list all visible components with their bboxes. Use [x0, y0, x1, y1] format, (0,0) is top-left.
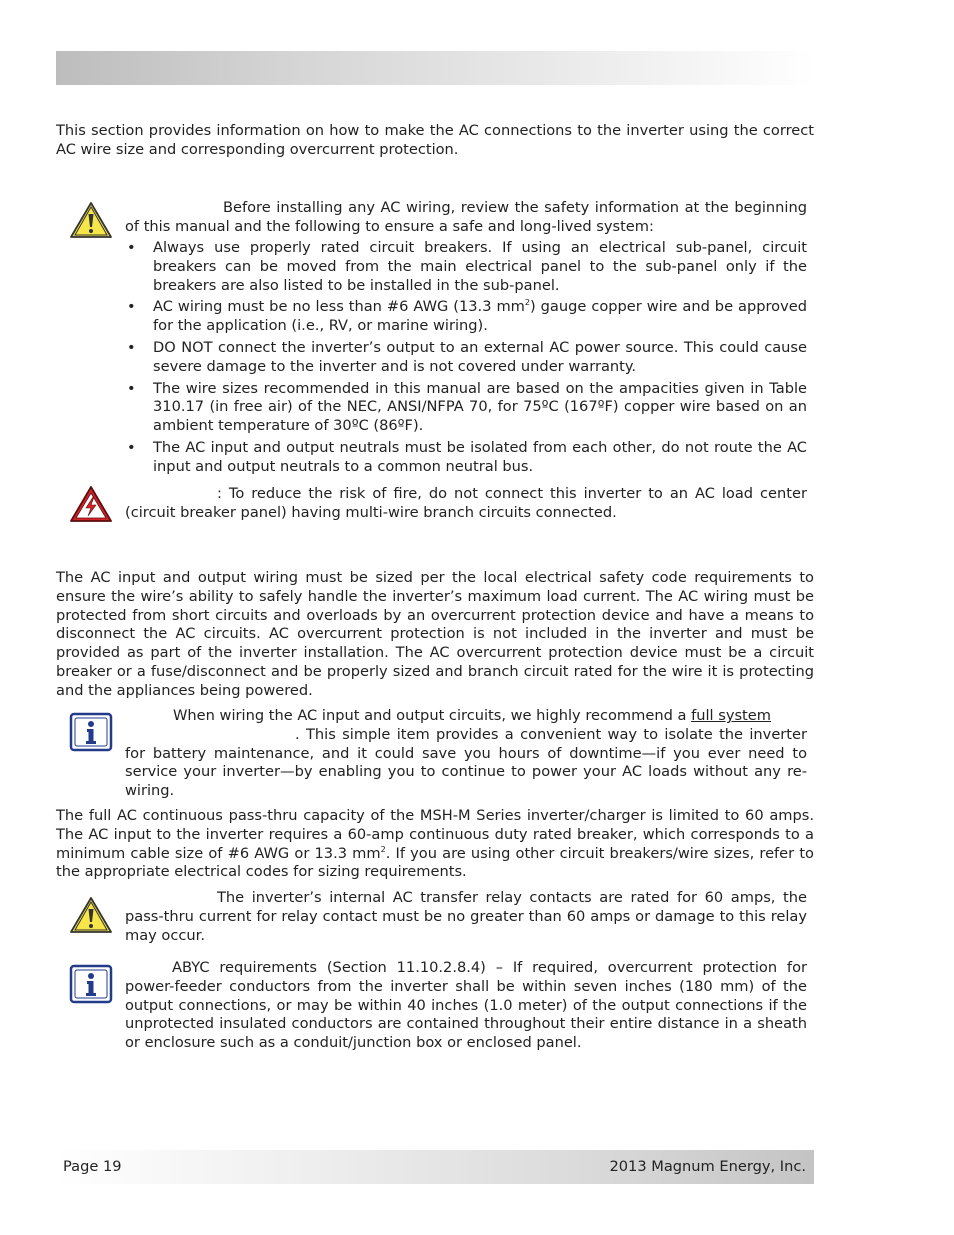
list-item: • DO NOT connect the inverter’s output to an external AC power source. This could cause severe damage to the inverter and is not covered under warranty. [125, 339, 807, 377]
info1-text: When wiring the AC input and output circuits, we highly recommend a full system . This simple item provides a convenient way to isolate the inverter for battery maintenance, and it could save you hours of downtime—if you ever need to service your inverter—by enabling you to continue to power your AC loads without any re-wiring. [125, 707, 807, 800]
list-item: • Always use properly rated circuit breakers. If using an electrical sub-panel, circuit breakers can be moved from the main electrical panel to the sub-panel only if the breakers are also listed to be installed in the sub-panel. [125, 239, 807, 295]
info2-text: ABYC requirements (Section 11.10.2.8.4) – If required, overcurrent protection for power-feeder conductors from the inverter shall be within seven inches (180 mm) of the output connections, or may be within 40 inches (1.0 meter) of the output connections if the unprotected insulated conductors are contained throughout their entire distance in a sheath or enclosure such as a conduit/junction box or enclosed panel. [125, 959, 807, 1052]
caution2-text: The inverter’s internal AC transfer relay contacts are rated for 60 amps, the pass-thru current for relay contact must be no greater than 60 amps or damage to this relay may occur. [125, 889, 807, 944]
full-system-link[interactable]: full system [691, 707, 771, 724]
warning-text: : To reduce the risk of fire, do not connect this inverter to an AC load center (circuit breaker panel) having multi-wire branch circuits connected. [125, 485, 807, 521]
list-item: • AC wiring must be no less than #6 AWG (13.3 $mm^2$) gauge copper wire and be approved for the application (i.e., RV, or marine wiring). [125, 298, 807, 336]
info-icon [69, 712, 113, 758]
caution-triangle-icon [69, 200, 113, 246]
info-icon [69, 964, 113, 1010]
pass-thru-paragraph: The full AC continuous pass-thru capacity of the MSH-M Series inverter/charger is limited to 60 amps. The AC input to the inverter requires a 60-amp continuous duty rated breaker, which corresponds to a minimum cable size of #6 AWG or 13.3 $mm^2$. If you are using other circuit breakers/wire sizes, refer to the appropriate electrical codes for sizing requirements. [56, 807, 814, 881]
caution1-bullet-list [125, 239, 807, 480]
intro-paragraph: This section provides information on how to make the AC connections to the inverter using the correct AC wire size and corresponding overcurrent protection. [56, 122, 814, 158]
caution1-text: Before installing any AC wiring, review the safety information at the beginning of this manual and the following to ensure a safe and long-lived system: [125, 199, 807, 235]
header-bar [56, 51, 814, 85]
list-item: • The wire sizes recommended in this manual are based on the ampacities given in Table 310.17 (in free air) of the NEC, ANSI/NFPA 70, for 75ºC (167ºF) copper wire based on an ambient temperature of 30ºC (86ºF). [125, 380, 807, 436]
page-number: Page 19 [63, 1158, 122, 1175]
list-item: • The AC input and output neutrals must be isolated from each other, do not route the AC input and output neutrals to a common neutral bus. [125, 439, 807, 477]
shock-hazard-icon [69, 484, 113, 530]
wiring-requirements-paragraph: The AC input and output wiring must be sized per the local electrical safety code requirements to ensure the wire’s ability to safely handle the inverter’s maximum load current. The AC wiring must be protected from short circuits and overloads by an overcurrent protection device and have a means to disconnect the AC circuits. AC overcurrent protection is not included in the inverter and must be provided as part of the inverter installation. The AC overcurrent protection device must be a circuit breaker or a fuse/disconnect and be properly sized and branch circuit rated for the wire it is protecting and the appliances being powered. [56, 569, 814, 699]
caution-triangle-icon [69, 895, 113, 941]
footer-copyright: 2013 Magnum Energy, Inc. [609, 1158, 806, 1175]
